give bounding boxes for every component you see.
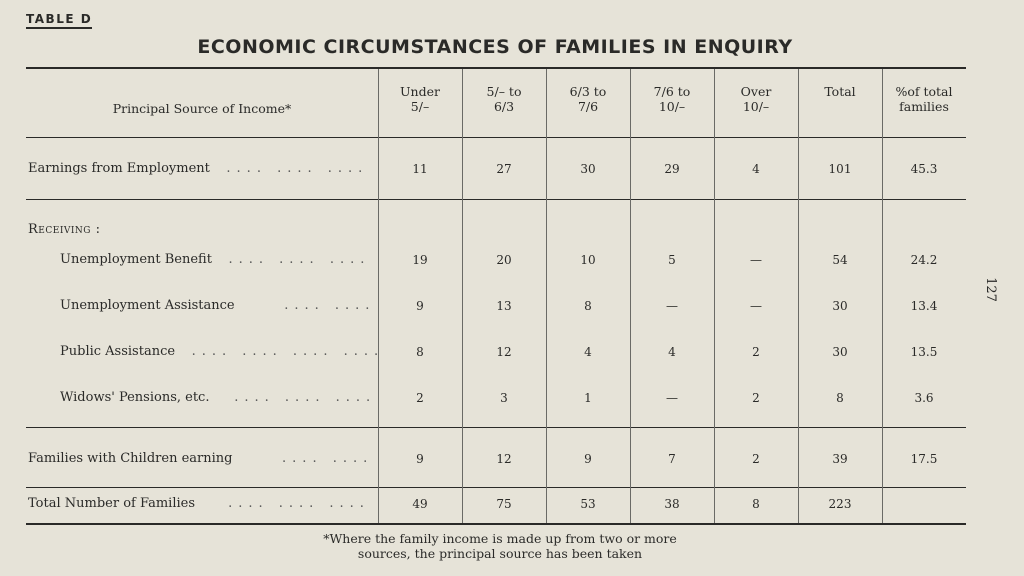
table-cell: 54 <box>832 253 848 267</box>
table-cell: 49 <box>412 497 428 511</box>
table-cell: 2 <box>752 345 760 359</box>
table-cell: 8 <box>416 345 424 359</box>
table-cell: 3 <box>500 391 508 405</box>
table-cell: 45.3 <box>910 162 938 176</box>
header-over-10: Over 10/– <box>740 84 772 114</box>
table-cell: 38 <box>664 497 680 511</box>
table-cell: 2 <box>416 391 424 405</box>
table-cell: 1 <box>584 391 592 405</box>
table-cell: 24.2 <box>910 253 938 267</box>
table-cell: 223 <box>828 497 852 511</box>
footnote: *Where the family income is made up from two or more sources, the principal source has been taken <box>323 531 677 561</box>
row-label-unemployment-benefit: Unemployment Benefit .... .... .... <box>60 252 371 267</box>
table-cell: — <box>666 391 678 405</box>
table-cell: 4 <box>584 345 592 359</box>
table-cell: 30 <box>832 345 848 359</box>
table-cell: 2 <box>752 391 760 405</box>
table-cell: 9 <box>416 299 424 313</box>
table-cell: 27 <box>496 162 512 176</box>
table-cell: — <box>666 299 678 313</box>
table-cell: 75 <box>496 497 512 511</box>
table-cell: 12 <box>496 345 512 359</box>
table-cell: 9 <box>416 452 424 466</box>
table-cell: — <box>750 253 762 267</box>
page-title: ECONOMIC CIRCUMSTANCES OF FAMILIES IN ENQUIRY <box>197 36 793 58</box>
table-cell: 17.5 <box>910 452 938 466</box>
header-7-6-to-10: 7/6 to 10/– <box>653 84 691 114</box>
row-label-earnings: Earnings from Employment .... .... .... <box>28 161 369 176</box>
table-cell: 20 <box>496 253 512 267</box>
row-label-unemployment-assistance: Unemployment Assistance .... .... <box>60 298 376 313</box>
table-cell: 19 <box>412 253 428 267</box>
table-cell: 4 <box>752 162 760 176</box>
row-label-widows-pensions: Widows' Pensions, etc. .... .... .... <box>60 390 377 405</box>
section-rule-3 <box>26 487 966 488</box>
table-cell: 11 <box>412 162 428 176</box>
table-cell: 13.5 <box>910 345 938 359</box>
table-cell: 9 <box>584 452 592 466</box>
table-cell: 30 <box>832 299 848 313</box>
table-cell: 8 <box>584 299 592 313</box>
table-cell: 2 <box>752 452 760 466</box>
table-cell: — <box>750 299 762 313</box>
row-label-children-earning: Families with Children earning .... .... <box>28 451 374 466</box>
table-cell: 12 <box>496 452 512 466</box>
table-cell: 5 <box>668 253 676 267</box>
header-source: Principal Source of Income* <box>112 101 292 116</box>
header-rule <box>26 137 966 138</box>
table-cell: 29 <box>664 162 680 176</box>
top-rule <box>26 67 966 69</box>
table-cell: 13.4 <box>910 299 938 313</box>
table-cell: 13 <box>496 299 512 313</box>
bottom-rule <box>26 523 966 525</box>
header-6-3-to-7-6: 6/3 to 7/6 <box>569 84 607 114</box>
table-cell: 3.6 <box>914 391 934 405</box>
table-cell: 39 <box>832 452 848 466</box>
row-label-total-families: Total Number of Families .... .... .... <box>28 496 370 511</box>
row-label-public-assistance: Public Assistance .... .... .... .... <box>60 344 385 359</box>
section-rule-2 <box>26 427 966 428</box>
table-cell: 53 <box>580 497 596 511</box>
header-total: Total <box>824 84 856 99</box>
section-rule-1 <box>26 199 966 200</box>
table-cell: 7 <box>668 452 676 466</box>
table-cell: 30 <box>580 162 596 176</box>
table-cell: 8 <box>836 391 844 405</box>
header-5-to-6-3: 5/– to 6/3 <box>486 84 522 114</box>
table-cell: 8 <box>752 497 760 511</box>
table-cell: 4 <box>668 345 676 359</box>
page-number: 127 <box>982 277 998 302</box>
table-cell: 101 <box>828 162 852 176</box>
header-under-5: Under 5/– <box>400 84 440 114</box>
table-cell: 10 <box>580 253 596 267</box>
header-percent: %of total families <box>895 84 953 114</box>
table-label: TABLE D <box>26 12 92 29</box>
receiving-heading: Receiving : <box>28 222 101 237</box>
